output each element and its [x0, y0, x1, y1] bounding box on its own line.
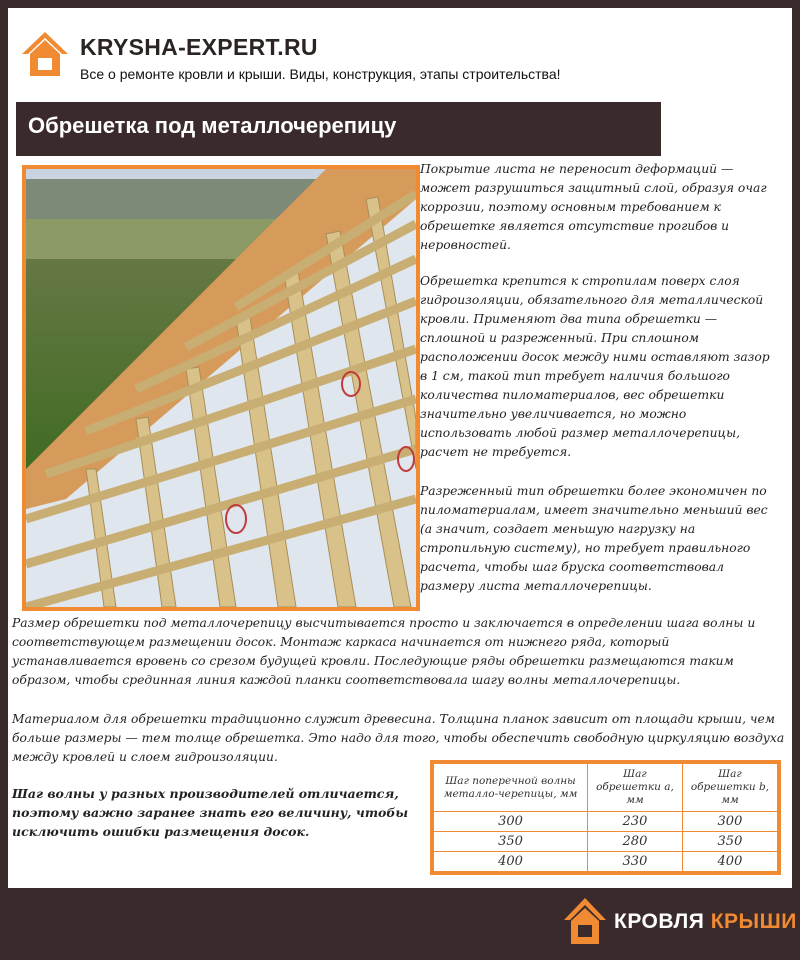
footer-brand-part1: КРОВЛЯ — [614, 910, 705, 933]
site-tagline: Все о ремонте кровли и крыши. Виды, конструкция, этапы строительства! — [80, 66, 561, 82]
roof-battens-photo — [22, 165, 420, 611]
table-row — [434, 852, 778, 872]
table-cell: 280 — [588, 832, 683, 852]
footer-brand-part2: КРЫШИ — [710, 910, 797, 933]
paragraph-fastening: Обрешетка крепится к стропилам поверх слоя гидроизоляции, обязательного для металлической кровли. Применяют два типа обрешетки — сплошной и разреженный. При сплошном расположении досок между ними оставляют зазор в 1 см, такой тип требует наличия большого количества пиломатериалов, вес обрешетки значительно увеличивается, но можно использовать любой размер металлочерепицы, расчет не требуется. — [420, 274, 770, 459]
table-cell: 300 — [682, 812, 777, 832]
house-logo-icon — [20, 30, 70, 80]
table-header: Шаг поперечной волны металло-черепицы, мм — [434, 764, 588, 812]
table-cell: 330 — [588, 852, 683, 872]
paragraph-deformation: Покрытие листа не переносит деформаций — может разрушиться защитный слой, образуя очаг коррозии, поэтому основным требованием к обрешетке является отсутствие прогибов и неровностей. — [420, 162, 767, 252]
table-row — [434, 812, 778, 832]
footer-house-logo-icon — [562, 896, 608, 948]
table-cell: 350 — [434, 832, 588, 852]
table-row — [434, 832, 778, 852]
table-header: Шаг обрешетки b, мм — [682, 764, 777, 812]
table-cell: 400 — [682, 852, 777, 872]
table-cell: 350 — [682, 832, 777, 852]
paragraph-material: Материалом для обрешетки традиционно служит древесина. Толщина планок зависит от площади крыши, чем больше размеры — тем толще обрешетка. Это надо для того, чтобы обеспечить свободную циркуляцию воздуха между кровлей и слоем гидроизоляции. — [12, 712, 785, 764]
table-cell: 300 — [434, 812, 588, 832]
paragraph-sparse-type: Разреженный тип обрешетки более экономичен по пиломатериалам, имеет значительно меньший вес (а значит, создает меньшую нагрузку на стропильную систему), но требует правильного расчета, чтобы шаг бруска соответствовал размеру листа металлочерепицы. — [420, 484, 768, 593]
footer-brand[interactable] — [614, 910, 797, 934]
title-bar — [16, 102, 661, 156]
table-cell: 400 — [434, 852, 588, 872]
batten-step-table — [430, 760, 781, 875]
page-card — [8, 8, 792, 888]
table-header: Шаг обрешетки а, мм — [588, 764, 683, 812]
paragraph-calculation: Размер обрешетки под металлочерепицу высчитывается просто и заключается в определении шага волны и соответствующем размещении досок. Монтаж каркаса начинается от нижнего ряда, который устанавливается вровень со срезом будущей кровли. Последующие ряды обрешетки размещаются таким образом, чтобы срединная линия каждой планки соответствовала шагу волны металлочерепицы. — [12, 616, 756, 687]
site-name[interactable]: KRYSHA-EXPERT.RU — [80, 34, 318, 60]
bold-note: Шаг волны у разных производителей отличается, поэтому важно заранее знать его величину, чтобы исключить ошибки размещения досок. — [12, 786, 409, 839]
table-cell: 230 — [588, 812, 683, 832]
page-title: Обрешетка под металлочерепицу — [28, 113, 397, 138]
